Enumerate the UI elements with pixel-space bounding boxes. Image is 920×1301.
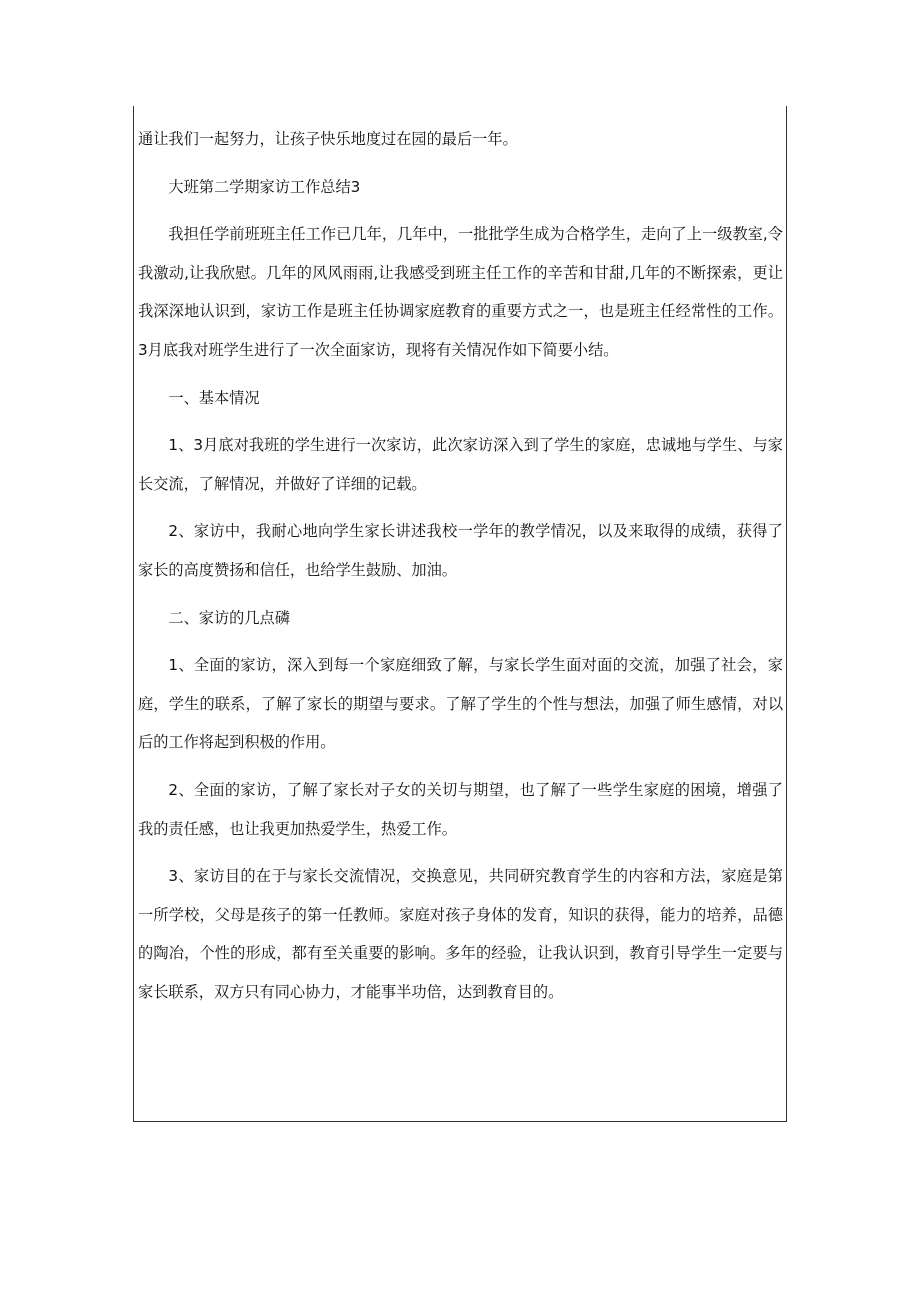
heading-home-visit-points: 二、家访的几点磷 xyxy=(168,608,290,627)
paragraph-point-1: 1、全面的家访，深入到每一个家庭细致了解，与家长学生面对面的交流，加强了社会，家庭，学生的联系，了解了家长的期望与要求。了解了学生的个性与想法，加强了师生感情，对以后的工作将起到积极的作用。 xyxy=(138,656,783,752)
paragraph-intro: 我担任学前班班主任工作已几年，几年中，一批批学生成为合格学生，走向了上一级教室,令我激动,让我欣慰。几年的风风雨雨,让我感受到班主任工作的辛苦和甘甜,几年的不断探索，更让我深深地认识到，家访工作是班主任协调家庭教育的重要方式之一，也是班主任经常性的工作。3月底我对班学生进行了一次全面家访，现将有关情况作如下简要小结。 xyxy=(138,225,783,359)
paragraph-basic-1: 1、3月底对我班的学生进行一次家访，此次家访深入到了学生的家庭，忠诚地与学生、与家长交流，了解情况，并做好了详细的记载。 xyxy=(138,436,783,493)
section-title: 大班第二学期家访工作总结3 xyxy=(168,177,361,196)
heading-basic-situation: 一、基本情况 xyxy=(168,388,260,407)
paragraph-basic-2: 2、家访中，我耐心地向学生家长讲述我校一学年的教学情况，以及来取得的成绩，获得了家长的高度赞扬和信任，也给学生鼓励、加油。 xyxy=(138,522,783,579)
document-body xyxy=(138,120,783,1020)
paragraph-point-3: 3、家访目的在于与家长交流情况，交换意见，共同研究教育学生的内容和方法，家庭是第一所学校，父母是孩子的第一任教师。家庭对孩子身体的发育，知识的获得，能力的培养，品德的陶冶，个性的形成，都有至关重要的影响。多年的经验，让我认识到，教育引导学生一定要与家长联系，双方只有同心协力，才能事半功倍，达到教育目的。 xyxy=(138,867,783,1001)
paragraph-point-2: 2、全面的家访，了解了家长对子女的关切与期望，也了解了一些学生家庭的困境，增强了我的责任感，也让我更加热爱学生，热爱工作。 xyxy=(138,780,783,838)
paragraph-1: 通让我们一起努力，让孩子快乐地度过在园的最后一年。 xyxy=(138,130,518,148)
